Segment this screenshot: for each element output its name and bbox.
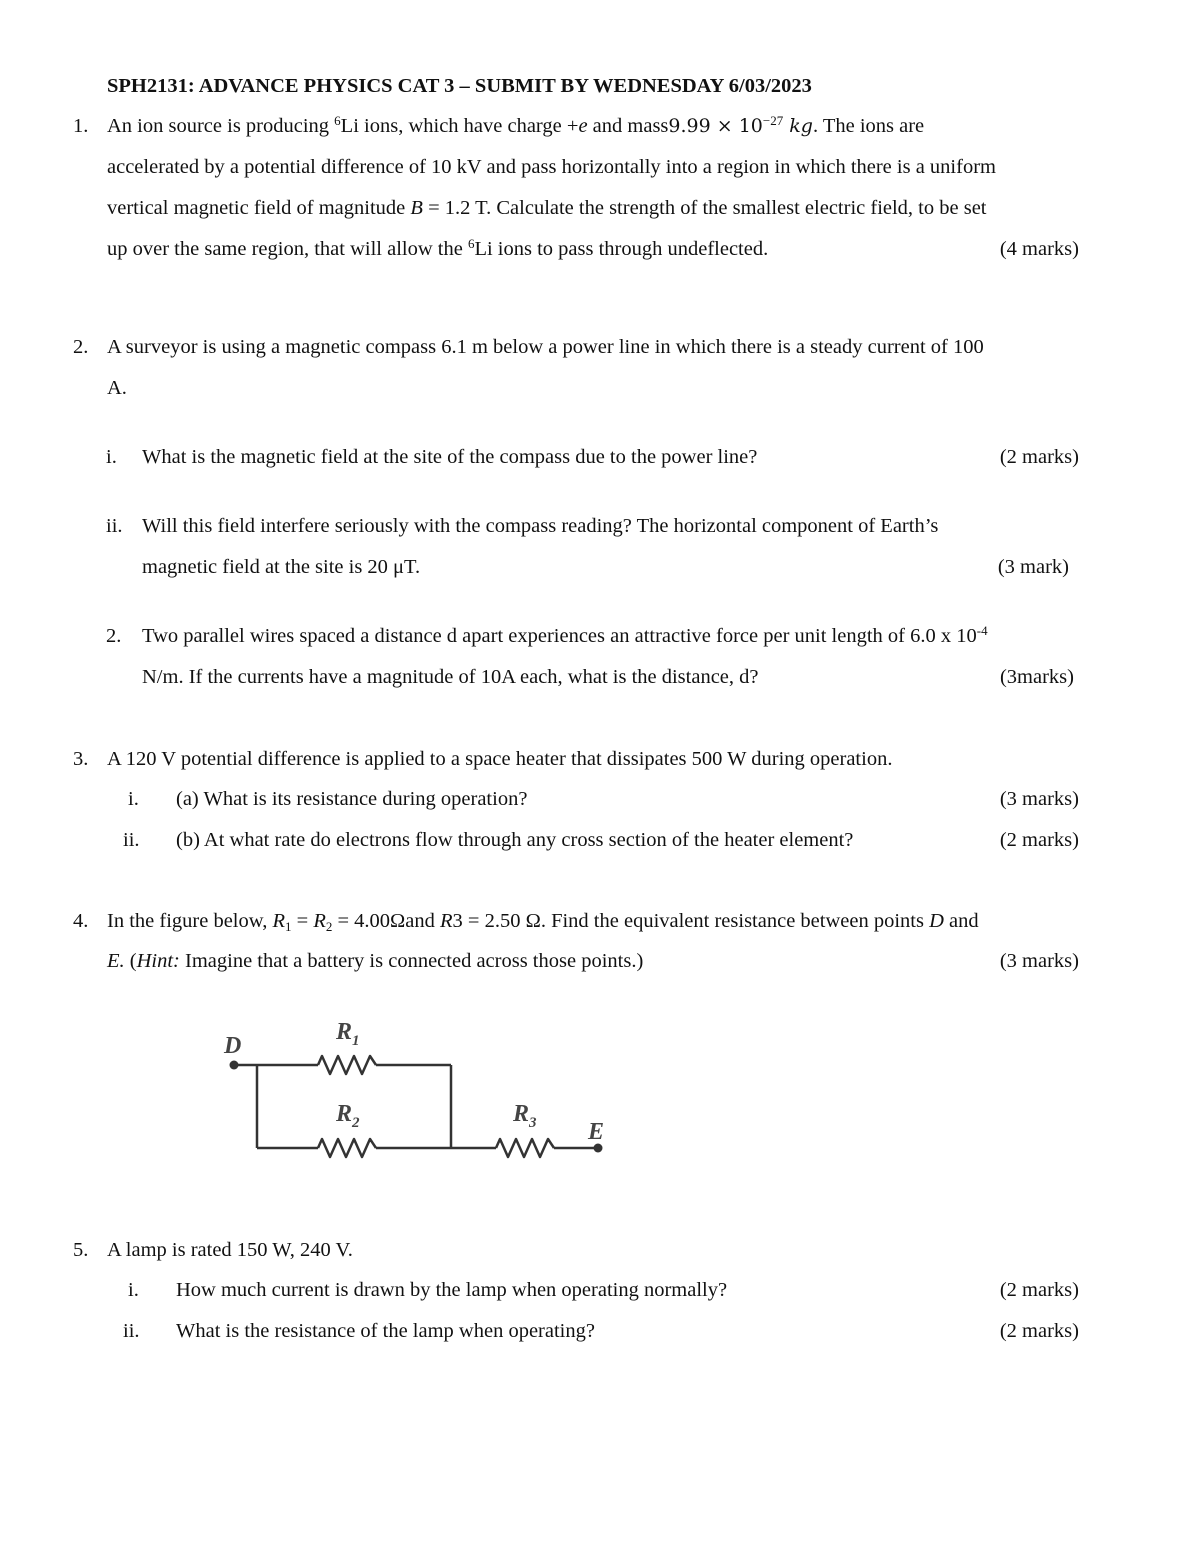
q3-i-label: i. <box>128 788 139 810</box>
q3-i-text: (a) What is its resistance during operation? <box>176 788 528 810</box>
q4-line-1: In the figure below, $R_1 = R_2 = 4.00\Omega and$ R3 = 2.50 Ω. Find the equivalent resistance between points D and <box>107 910 979 934</box>
label-r2: $R_2$ <box>336 1101 360 1131</box>
resistor-r1 <box>318 1056 376 1074</box>
q2-i-label: i. <box>106 446 117 468</box>
q2-line-2: A. <box>107 377 127 399</box>
q1-number: 1. <box>73 115 89 137</box>
q5-i-text: How much current is drawn by the lamp when operating normally? <box>176 1279 728 1301</box>
q3-text: A 120 V potential difference is applied to a space heater that dissipates 500 W during operation. <box>107 748 893 770</box>
q2-line-1: A surveyor is using a magnetic compass 6.1 m below a power line in which there is a steady current of 100 <box>107 336 984 358</box>
q4-marks: (3 marks) <box>999 950 1079 972</box>
q5-ii-label: ii. <box>123 1320 140 1342</box>
q5-text: A lamp is rated 150 W, 240 V. <box>107 1239 353 1261</box>
q2-ii-marks: (3 mark) <box>997 556 1069 578</box>
resistor-r3 <box>496 1139 554 1157</box>
q1-line-2: accelerated by a potential difference of 10 kV and pass horizontally into a region in which there is a uniform <box>107 156 996 178</box>
q1-marks: (4 marks) <box>999 238 1079 260</box>
q2-sub2-line-1: Two parallel wires spaced a distance d apart experiences an attractive force per unit length of 6.0 x $10^{-4}$ <box>142 623 988 647</box>
terminal-d <box>230 1061 239 1070</box>
q3-ii-text: (b) At what rate do electrons flow through any cross section of the heater element? <box>176 829 854 851</box>
label-d: D <box>224 1033 242 1059</box>
q2-ii-line-1: Will this field interfere seriously with the compass reading? The horizontal component of Earth’s <box>142 515 939 537</box>
label-r3: $R_3$ <box>513 1101 537 1131</box>
resistor-r2 <box>318 1139 376 1157</box>
q2-sub2-label: 2. <box>106 625 122 647</box>
q2-sub2-line-2: N/m. If the currents have a magnitude of 10A each, what is the distance, d? <box>142 666 759 688</box>
q2-sub2-marks: (3marks) <box>999 666 1074 688</box>
q5-i-label: i. <box>128 1279 139 1301</box>
circuit-diagram <box>200 1005 640 1175</box>
page-title: SPH2131: ADVANCE PHYSICS CAT 3 – SUBMIT BY WEDNESDAY 6/03/2023 <box>107 75 812 97</box>
q5-ii-text: What is the resistance of the lamp when operating? <box>176 1320 595 1342</box>
q4-number: 4. <box>73 910 89 932</box>
q1-line-3: vertical magnetic field of magnitude B = 1.2 T. Calculate the strength of the smallest electric field, to be set <box>107 197 987 219</box>
label-r1: $R_1$ <box>336 1019 360 1049</box>
q3-ii-label: ii. <box>123 829 140 851</box>
q5-ii-marks: (2 marks) <box>999 1320 1079 1342</box>
label-e: E <box>588 1119 605 1145</box>
q2-i-marks: (2 marks) <box>999 446 1079 468</box>
q3-i-marks: (3 marks) <box>999 788 1079 810</box>
q1-line-1: An ion source is producing $^6$Li ions, which have charge +e and mass9.99 × $10^{-27}$ kg. The ions are <box>107 113 925 137</box>
q5-i-marks: (2 marks) <box>999 1279 1079 1301</box>
q4-line-2: E. (Hint: Imagine that a battery is connected across those points.) <box>107 950 644 972</box>
q2-number: 2. <box>73 336 89 358</box>
q2-ii-line-2: magnetic field at the site is 20 μT. <box>142 556 421 578</box>
q2-i-text: What is the magnetic field at the site of the compass due to the power line? <box>142 446 758 468</box>
q1-line-4: up over the same region, that will allow the $^6$Li ions to pass through undeflected. <box>107 236 769 260</box>
q3-ii-marks: (2 marks) <box>999 829 1079 851</box>
q5-number: 5. <box>73 1239 89 1261</box>
q2-ii-label: ii. <box>106 515 123 537</box>
q3-number: 3. <box>73 748 89 770</box>
